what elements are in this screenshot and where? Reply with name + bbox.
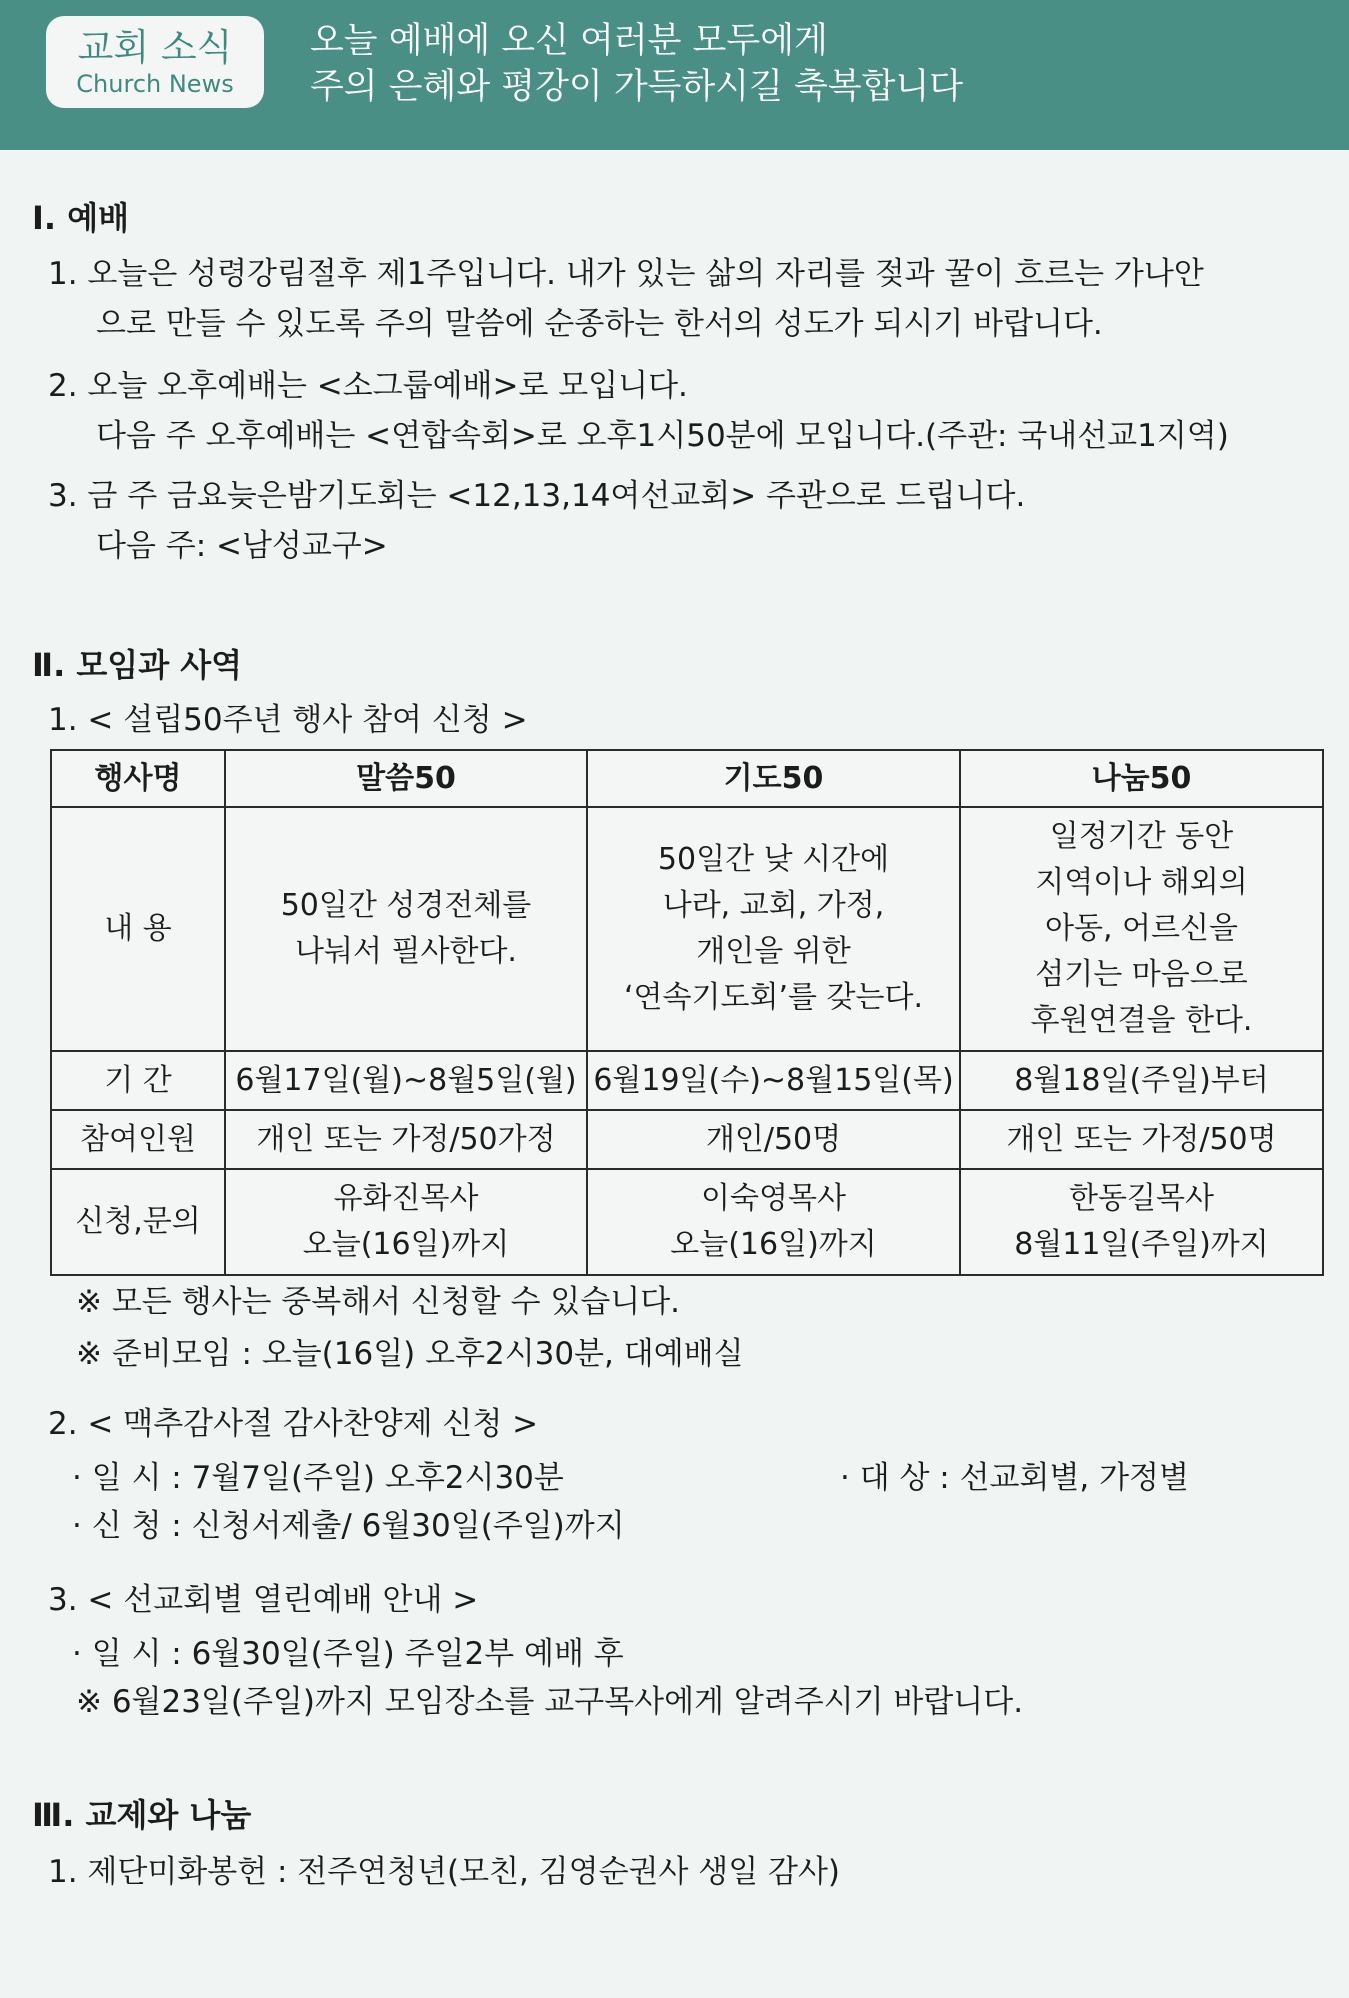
table-header-cell: 나눔50 (960, 750, 1323, 807)
church-news-badge (46, 16, 264, 108)
worship-item-3-line-2: 다음 주: <남성교구> (96, 528, 388, 564)
m3-time: · 일 시 : 6월30일(주일) 주일2부 예배 후 (72, 1636, 624, 1672)
section-fellowship-title: Ⅲ. 교제와 나눔 (32, 1796, 252, 1834)
table-cell: 일정기간 동안 지역이나 해외의 아동, 어르신을 섬기는 마음으로 후원연결을 한다. (960, 807, 1323, 1051)
table-cell: 개인 또는 가정/50명 (960, 1110, 1323, 1169)
ministry-item-2-title: 2. < 맥추감사절 감사찬양제 신청 > (48, 1406, 539, 1442)
event-table (50, 749, 1324, 1276)
table-header-cell: 기도50 (587, 750, 960, 807)
row-label: 신청,문의 (51, 1169, 225, 1275)
table-cell: 개인/50명 (587, 1110, 960, 1169)
section-worship-title: Ⅰ. 예배 (32, 199, 130, 237)
table-cell: 8월18일(주일)부터 (960, 1051, 1323, 1110)
greeting-text (310, 18, 963, 110)
table-row (51, 807, 1323, 1051)
table-cell: 6월17일(월)~8월5일(월) (225, 1051, 587, 1110)
fellowship-item-1: 1. 제단미화봉헌 : 전주연청년(모친, 김영순권사 생일 감사) (48, 1854, 840, 1890)
m2-time: · 일 시 : 7월7일(주일) 오후2시30분 (72, 1460, 564, 1496)
worship-item-1-line-1: 1. 오늘은 성령강림절후 제1주입니다. 내가 있는 삶의 자리를 젖과 꿀이 흐르는 가나안 (48, 256, 1204, 292)
ministry-item-1-title: 1. < 설립50주년 행사 참여 신청 > (48, 702, 528, 738)
table-cell: 50일간 낮 시간에 나라, 교회, 가정, 개인을 위한 ‘연속기도회’를 갖는다. (587, 807, 960, 1051)
note-duplicate-apply: ※ 모든 행사는 중복해서 신청할 수 있습니다. (76, 1284, 681, 1320)
table-cell: 50일간 성경전체를 나눠서 필사한다. (225, 807, 587, 1051)
header-banner (0, 0, 1349, 150)
table-cell: 6월19일(수)~8월15일(목) (587, 1051, 960, 1110)
badge-title-ko: 교회 소식 (77, 26, 233, 69)
m3-note: ※ 6월23일(주일)까지 모임장소를 교구목사에게 알려주시기 바랍니다. (76, 1684, 1024, 1720)
worship-item-2-line-2: 다음 주 오후예배는 <연합속회>로 오후1시50분에 모입니다.(주관: 국내선교1지역) (96, 418, 1229, 454)
table-header-cell: 말씀50 (225, 750, 587, 807)
row-label: 기 간 (51, 1051, 225, 1110)
worship-item-1-line-2: 으로 만들 수 있도록 주의 말씀에 순종하는 한서의 성도가 되시기 바랍니다. (96, 306, 1103, 342)
worship-item-3-line-1: 3. 금 주 금요늦은밤기도회는 <12,13,14여선교회> 주관으로 드립니다. (48, 478, 1026, 514)
table-cell: 이숙영목사 오늘(16일)까지 (587, 1169, 960, 1275)
table-header-row (51, 750, 1323, 807)
table-cell: 유화진목사 오늘(16일)까지 (225, 1169, 587, 1275)
table-row (51, 1110, 1323, 1169)
table-cell: 한동길목사 8월11일(주일)까지 (960, 1169, 1323, 1275)
table-cell: 개인 또는 가정/50가정 (225, 1110, 587, 1169)
m2-target: · 대 상 : 선교회별, 가정별 (840, 1460, 1189, 1496)
row-label: 내 용 (51, 807, 225, 1051)
greeting-line-1: 오늘 예배에 오신 여러분 모두에게 (310, 21, 828, 61)
table-header-cell: 행사명 (51, 750, 225, 807)
section-ministry-title: Ⅱ. 모임과 사역 (32, 646, 243, 684)
badge-title-en: Church News (76, 70, 234, 98)
ministry-item-3-title: 3. < 선교회별 열린예배 안내 > (48, 1582, 479, 1618)
worship-item-2-line-1: 2. 오늘 오후예배는 <소그룹예배>로 모입니다. (48, 368, 688, 404)
note-prep-meeting: ※ 준비모임 : 오늘(16일) 오후2시30분, 대예배실 (76, 1336, 744, 1372)
row-label: 참여인원 (51, 1110, 225, 1169)
m2-apply: · 신 청 : 신청서제출/ 6월30일(주일)까지 (72, 1508, 625, 1544)
greeting-line-2: 주의 은혜와 평강이 가득하시길 축복합니다 (310, 67, 964, 107)
table-row (51, 1169, 1323, 1275)
table-row (51, 1051, 1323, 1110)
